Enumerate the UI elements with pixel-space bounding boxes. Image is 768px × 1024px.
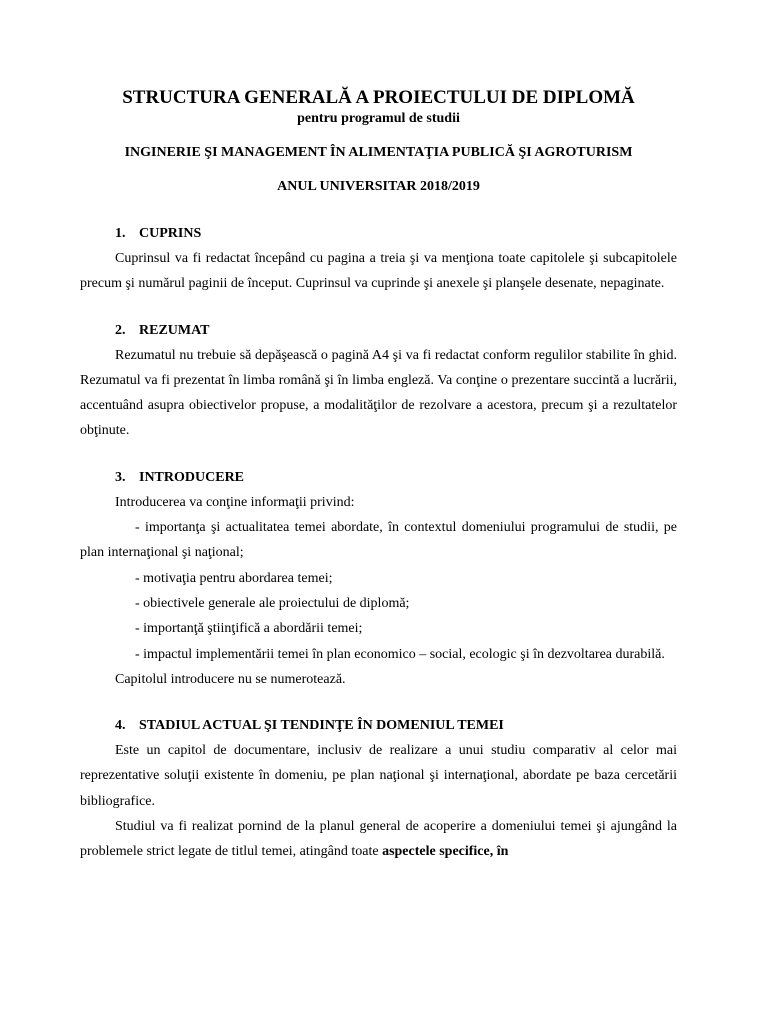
- section-cuprins: [80, 225, 677, 297]
- section-title: INTRODUCERE: [139, 469, 245, 485]
- paragraph: Este un capitol de documentare, inclusiv de realizare a unui studiu comparativ al celor mai reprezentative soluţii existente în domeniu, pe plan naţional şi internaţional, abordate pe baza cercetării bibliografice.: [80, 743, 677, 809]
- section-stadiul-actual: [80, 717, 677, 864]
- list-item: - importanţa şi actualitatea temei abordate, în contextul domeniului programului de studii, pe plan internaţional şi naţional;: [80, 520, 677, 561]
- section-number: 1.: [115, 226, 126, 241]
- section-title: CUPRINS: [139, 226, 202, 241]
- section-rezumat: [80, 322, 677, 444]
- paragraph-text: Studiul va fi realizat pornind de la planul general de acoperire a domeniului temei şi ajungând la problemele strict legate de titlul temei, atingând toate: [80, 819, 677, 860]
- section-heading: [80, 322, 677, 340]
- list-item: - motivaţia pentru abordarea temei;: [135, 570, 333, 586]
- section-heading: [80, 469, 677, 487]
- section-heading: [80, 225, 677, 243]
- section-introducere: [80, 469, 677, 692]
- document-content: [80, 86, 677, 865]
- section-title: REZUMAT: [139, 322, 210, 338]
- list-item: - impactul implementării temei în plan economico – social, ecologic şi în dezvoltarea durabilă.: [135, 646, 665, 662]
- section-number: 4.: [115, 718, 126, 734]
- list-item: - obiectivele generale ale proiectului de diplomă;: [135, 595, 410, 611]
- paragraph-with-bold: [80, 814, 677, 865]
- document-title: STRUCTURA GENERALĂ A PROIECTULUI DE DIPLOMĂ: [122, 87, 635, 108]
- paragraph: Rezumatul nu trebuie să depăşească o pagină A4 şi va fi redactat conform regulilor stabilite în ghid. Rezumatul va fi prezentat în limba română şi în limba engleză. Va conţine o prezentare succintă a lucrării, accentuând asupra obiectivelor propuse, a modalităţilor de rezolvare a acestora, precum şi a rezultatelor obţinute.: [80, 347, 677, 439]
- bold-phrase: aspectele specifice, în: [382, 844, 509, 860]
- closing-line: Capitolul introducere nu se numerotează.: [115, 671, 346, 687]
- academic-year: ANUL UNIVERSITAR 2018/2019: [277, 179, 480, 194]
- list-item: - importanţă ştiinţifică a abordării temei;: [135, 621, 363, 637]
- paragraph: Cuprinsul va fi redactat începând cu pagina a treia şi va menţiona toate capitolele şi subcapitolele precum şi numărul paginii de început. Cuprinsul va cuprinde şi anexele şi planşele desenate, nepaginate.: [80, 251, 677, 292]
- section-number: 3.: [115, 469, 126, 485]
- section-heading: [80, 717, 677, 735]
- intro-line: Introducerea va conţine informaţii privind:: [115, 494, 355, 510]
- document-subtitle: pentru programul de studii: [297, 111, 460, 126]
- section-number: 2.: [115, 322, 126, 338]
- section-title: STADIUL ACTUAL ŞI TENDINŢE ÎN DOMENIUL TEMEI: [139, 718, 504, 734]
- program-name: INGINERIE ŞI MANAGEMENT ÎN ALIMENTAŢIA PUBLICĂ ŞI AGROTURISM: [124, 145, 633, 160]
